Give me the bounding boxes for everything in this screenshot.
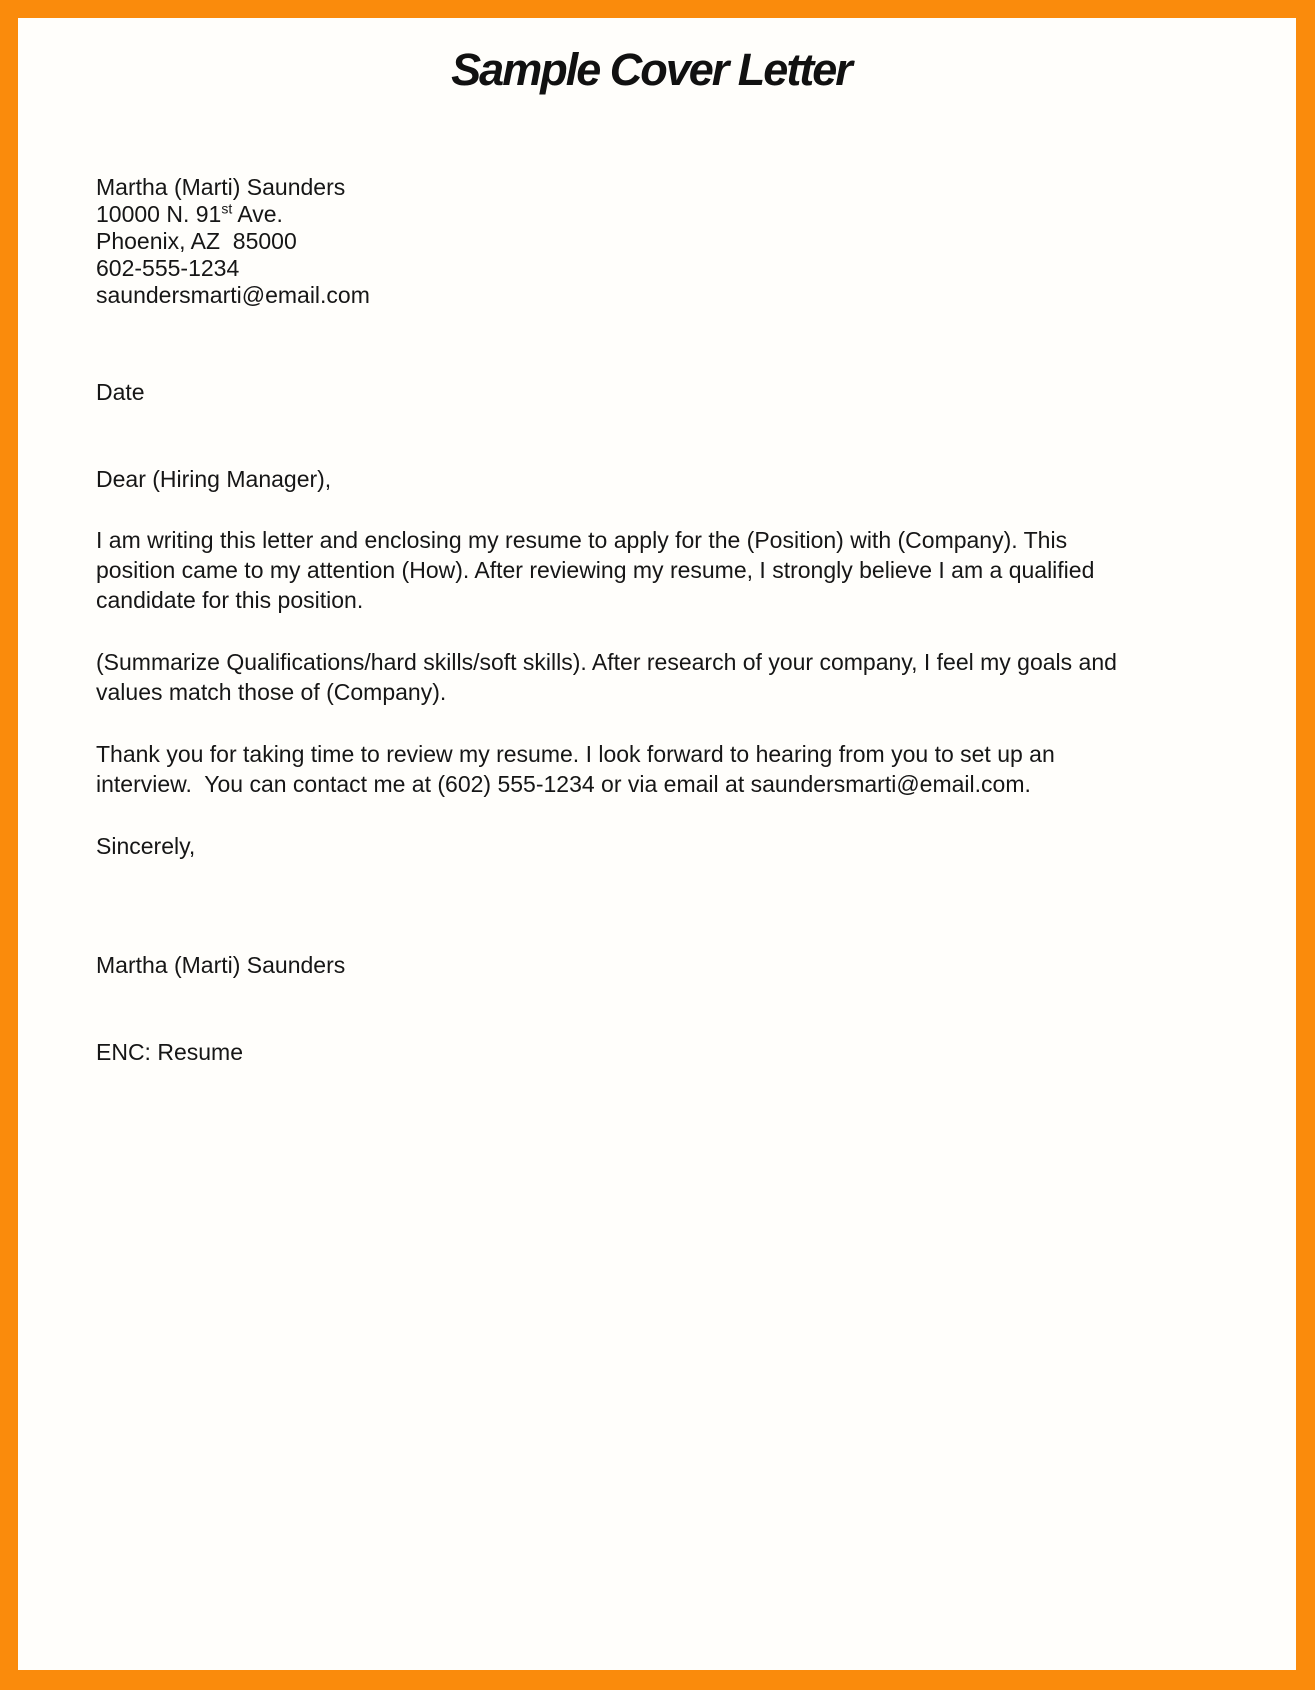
- date-placeholder: Date: [96, 379, 145, 405]
- paragraph-line: candidate for this position.: [96, 587, 364, 613]
- closing: Sincerely,: [96, 833, 196, 859]
- page-title: Sample Cover Letter: [451, 44, 851, 95]
- sender-street-suffix: Ave.: [232, 201, 283, 227]
- paragraph-intro: [96, 525, 1236, 615]
- salutation: Dear (Hiring Manager),: [96, 466, 332, 492]
- paragraph-line: I am writing this letter and enclosing my resume to apply for the (Position) with (Company). This: [96, 527, 1068, 553]
- paragraph-thankyou: [96, 739, 1236, 799]
- letter-content: [18, 44, 1296, 1066]
- enclosure-note: ENC: Resume: [96, 1039, 243, 1065]
- sender-city-state-zip: Phoenix, AZ 85000: [96, 228, 297, 254]
- signature-name: Martha (Marti) Saunders: [96, 952, 346, 978]
- paragraph-line: Thank you for taking time to review my resume. I look forward to hearing from you to set up an: [96, 741, 1055, 767]
- paragraph-qualifications: [96, 647, 1236, 707]
- paragraph-line: values match those of (Company).: [96, 679, 447, 705]
- paragraph-line: interview. You can contact me at (602) 555-1234 or via email at saundersmarti@email.com.: [96, 771, 1031, 797]
- sender-address-block: [96, 174, 1236, 309]
- sender-street-number: 10000 N. 91: [96, 201, 222, 227]
- sender-street: [96, 201, 1236, 228]
- ordinal-superscript: st: [221, 200, 233, 217]
- sender-phone: 602-555-1234: [96, 255, 240, 281]
- paragraph-line: position came to my attention (How). After reviewing my resume, I strongly believe I am a qualified: [96, 557, 1095, 583]
- sender-email: saundersmarti@email.com: [96, 282, 370, 308]
- sender-name: Martha (Marti) Saunders: [96, 174, 346, 200]
- paragraph-line: (Summarize Qualifications/hard skills/soft skills). After research of your company, I feel my goals and: [96, 649, 1117, 675]
